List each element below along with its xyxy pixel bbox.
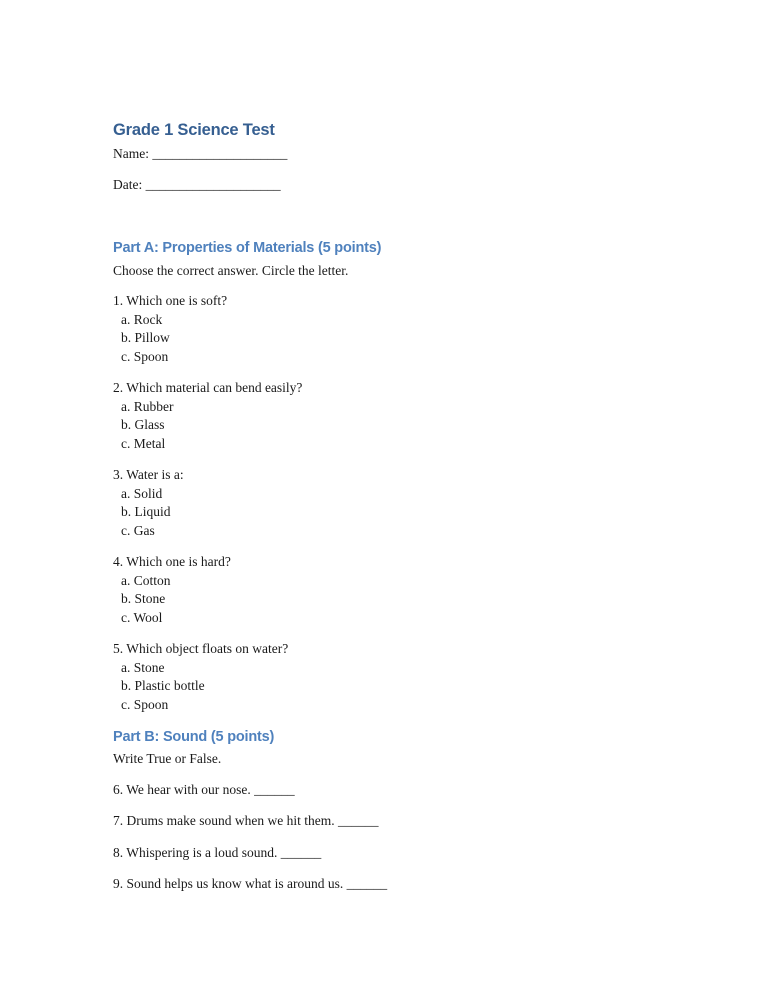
option-a: a. Stone <box>121 659 165 675</box>
option-a: a. Rock <box>121 311 163 327</box>
option-b: b. Stone <box>121 591 166 607</box>
question-text: 5. Which object floats on water? <box>113 641 289 656</box>
question-1 <box>113 292 227 367</box>
option-c: c. Spoon <box>121 697 169 713</box>
part-b-heading: Part B: Sound (5 points) <box>113 729 275 745</box>
part-b-instructions: Write True or False. <box>113 751 222 766</box>
question-text: 1. Which one is soft? <box>113 293 228 308</box>
option-c: c. Gas <box>121 523 155 539</box>
question-6: 6. We hear with our nose. ______ <box>113 782 295 797</box>
question-2 <box>113 379 302 454</box>
option-a: a. Rubber <box>121 398 174 414</box>
option-c: c. Metal <box>121 436 166 452</box>
question-text: 3. Water is a: <box>113 467 184 482</box>
question-7: 7. Drums make sound when we hit them. ______ <box>113 813 379 828</box>
date-field: Date: ____________________ <box>113 177 281 192</box>
option-b: b. Glass <box>121 417 165 433</box>
option-c: c. Spoon <box>121 349 169 365</box>
page-title: Grade 1 Science Test <box>113 121 275 139</box>
question-8: 8. Whispering is a loud sound. ______ <box>113 845 322 860</box>
question-text: 2. Which material can bend easily? <box>113 380 303 395</box>
option-a: a. Cotton <box>121 572 171 588</box>
name-field: Name: ____________________ <box>113 146 288 161</box>
question-text: 4. Which one is hard? <box>113 554 231 569</box>
question-9: 9. Sound helps us know what is around us. ______ <box>113 876 388 891</box>
option-a: a. Solid <box>121 485 163 501</box>
option-b: b. Liquid <box>121 504 171 520</box>
option-b: b. Plastic bottle <box>121 678 205 694</box>
question-4 <box>113 553 231 628</box>
part-a-heading: Part A: Properties of Materials (5 points) <box>113 240 382 256</box>
option-c: c. Wool <box>121 610 163 626</box>
option-b: b. Pillow <box>121 330 170 346</box>
question-5 <box>113 640 288 715</box>
question-3 <box>113 466 184 541</box>
part-a-instructions: Choose the correct answer. Circle the letter. <box>113 263 349 278</box>
